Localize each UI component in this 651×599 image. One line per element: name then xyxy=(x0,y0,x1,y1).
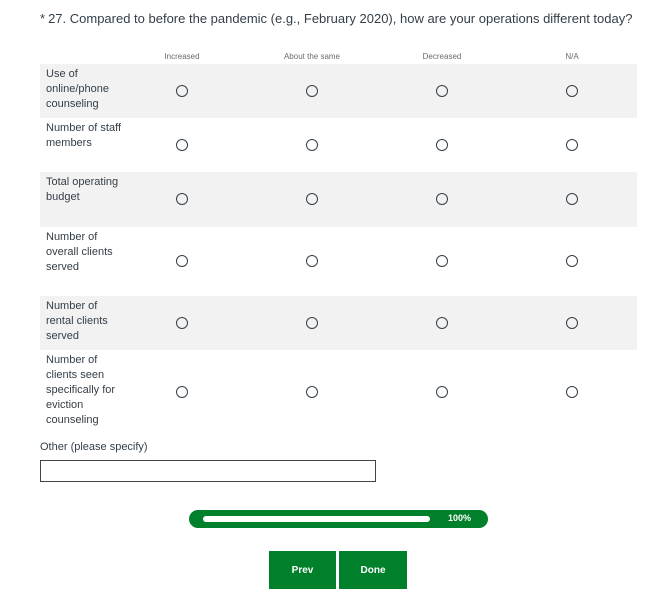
radio-increased[interactable] xyxy=(176,193,188,205)
radio-decreased[interactable] xyxy=(436,139,448,151)
radio-decreased[interactable] xyxy=(436,317,448,329)
column-header-about-the-same: About the same xyxy=(283,52,341,61)
radio-increased[interactable] xyxy=(176,85,188,97)
radio-increased[interactable] xyxy=(176,386,188,398)
row-label: Number of overall clients served xyxy=(46,231,113,273)
row-label: Use of online/phone counseling xyxy=(46,68,110,110)
matrix-row-eviction-counseling xyxy=(40,350,637,434)
radio-na[interactable] xyxy=(566,85,578,97)
radio-about-the-same[interactable] xyxy=(306,85,318,97)
radio-na[interactable] xyxy=(566,139,578,151)
radio-increased[interactable] xyxy=(176,317,188,329)
column-header-increased: Increased xyxy=(164,52,200,61)
other-specify-input[interactable] xyxy=(40,460,376,482)
radio-about-the-same[interactable] xyxy=(306,139,318,151)
radio-about-the-same[interactable] xyxy=(306,386,318,398)
radio-na[interactable] xyxy=(566,193,578,205)
radio-decreased[interactable] xyxy=(436,255,448,267)
column-header-na: N/A xyxy=(565,52,579,61)
matrix-row-operating-budget xyxy=(40,172,637,227)
other-specify-label: Other (please specify) xyxy=(40,441,148,453)
progress-fill xyxy=(203,516,430,522)
row-label: Number of staff members xyxy=(46,122,121,149)
radio-about-the-same[interactable] xyxy=(306,317,318,329)
row-label: Total operating budget xyxy=(46,176,119,203)
radio-about-the-same[interactable] xyxy=(306,193,318,205)
row-label: Number of clients seen specifically for eviction counseling xyxy=(46,354,116,426)
progress-percent-label: 100% xyxy=(448,513,472,523)
radio-increased[interactable] xyxy=(176,255,188,267)
radio-about-the-same[interactable] xyxy=(306,255,318,267)
radio-na[interactable] xyxy=(566,386,578,398)
required-marker: * xyxy=(40,11,46,26)
radio-increased[interactable] xyxy=(176,139,188,151)
question-text: 27. Compared to before the pandemic (e.g., February 2020), how are your operations different today? xyxy=(48,11,633,26)
progress-bar xyxy=(189,510,488,528)
radio-na[interactable] xyxy=(566,317,578,329)
progress-track xyxy=(203,516,430,522)
done-button[interactable]: Done xyxy=(339,551,407,589)
matrix-row-overall-clients xyxy=(40,227,637,296)
question-title xyxy=(40,11,632,26)
matrix-row-rental-clients xyxy=(40,296,637,350)
radio-decreased[interactable] xyxy=(436,85,448,97)
radio-decreased[interactable] xyxy=(436,193,448,205)
column-header-decreased: Decreased xyxy=(422,52,462,61)
row-label: Number of rental clients served xyxy=(46,300,108,342)
radio-decreased[interactable] xyxy=(436,386,448,398)
radio-na[interactable] xyxy=(566,255,578,267)
matrix-row-online-counseling xyxy=(40,64,637,118)
matrix-row-staff-members xyxy=(40,118,637,172)
prev-button[interactable]: Prev xyxy=(269,551,336,589)
